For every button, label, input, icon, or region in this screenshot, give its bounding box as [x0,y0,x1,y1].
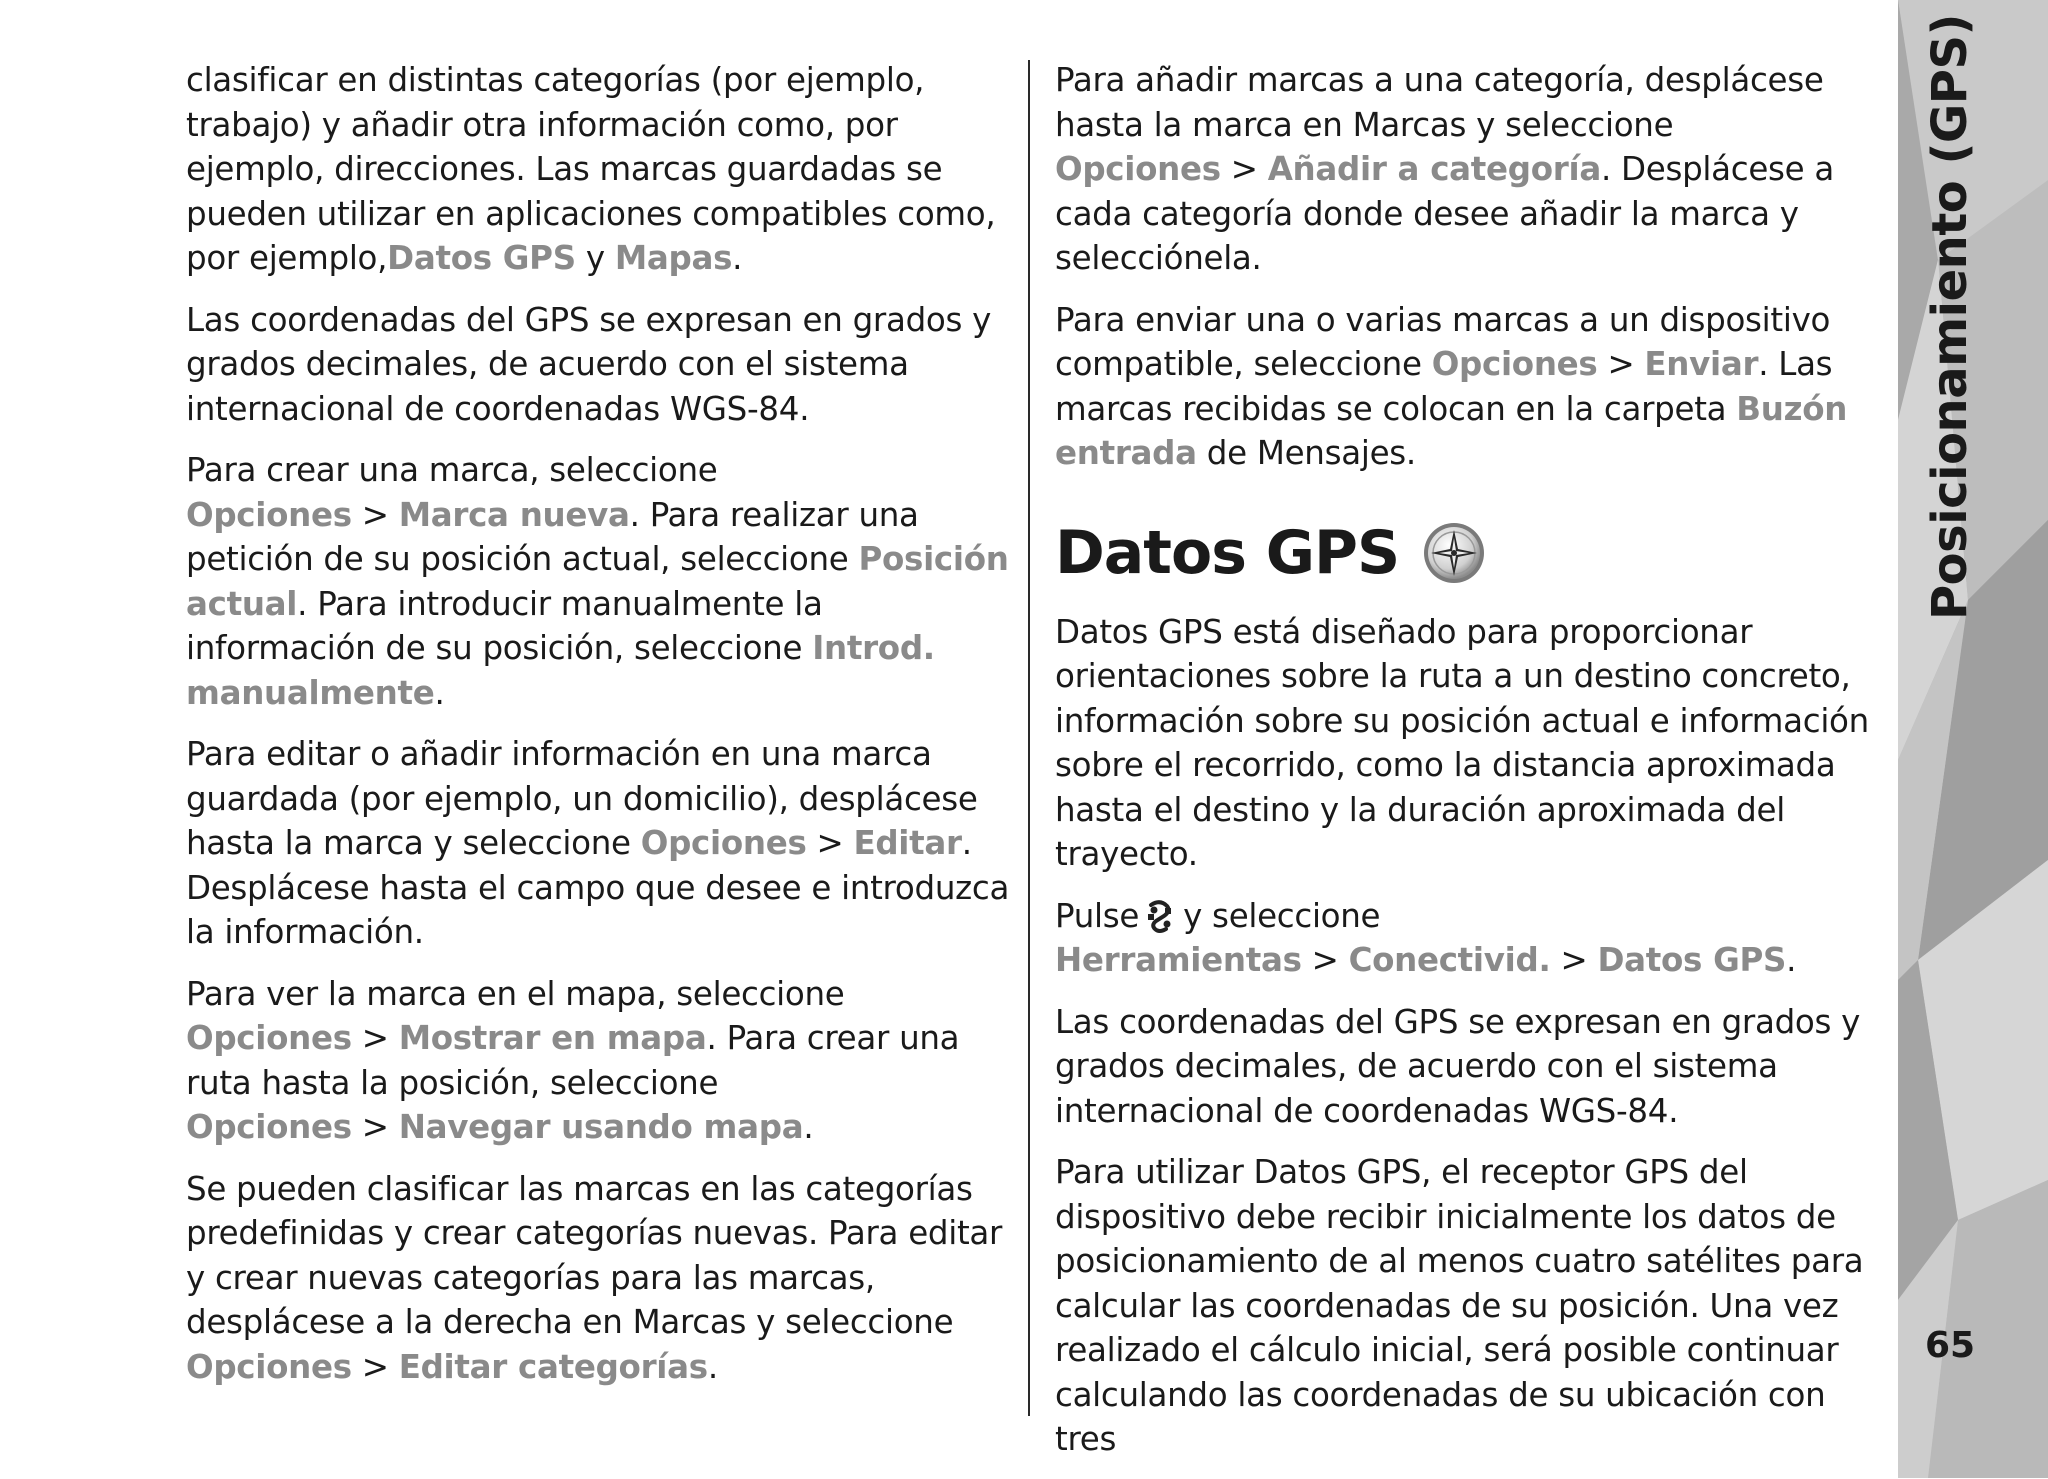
paragraph-gps-intro: Datos GPS está diseñado para proporcionar orientaciones sobre la ruta a un destino concreto, información sobre su posición actual e información sobre el recorrido, como la distancia aproximada hasta el destino y la duración aproximada del trayecto. [1055,612,1869,873]
separator-arrow: > [361,1019,389,1057]
paragraph-coordinates: Las coordenadas del GPS se expresan en grados y grados decimales, de acuerdo con el sistema internacional de coordenadas WGS-84. [186,300,992,428]
menu-conectivid: Conectivid. [1348,941,1551,979]
menu-key-icon [1145,899,1175,935]
menu-editar: Editar [853,824,962,862]
menu-anadir-a-categoria: Añadir a categoría [1267,150,1601,188]
separator-arrow: > [1311,941,1339,979]
section-heading [1055,516,1895,590]
paragraph-coordinates: Las coordenadas del GPS se expresan en grados y grados decimales, de acuerdo con el sistema internacional de coordenadas WGS-84. [1055,1002,1861,1130]
right-column [1055,58,1895,1479]
menu-opciones: Opciones [186,1108,352,1146]
left-column [186,58,1016,1406]
separator-arrow: > [816,824,844,862]
separator-arrow: > [1560,941,1588,979]
menu-opciones: Opciones [186,1019,352,1057]
menu-herramientas: Herramientas [1055,941,1302,979]
separator-arrow: > [361,1347,389,1386]
paragraph-send-landmarks: Para enviar una o varias marcas a un dispositivo compatible, seleccione Opciones > Enviar. Las marcas recibidas se colocan en la carpeta Buzón entrada de Mensajes. [1055,300,1848,472]
menu-enviar: Enviar [1644,345,1759,383]
menu-introd-manualmente: Introd. manualmente [186,629,935,712]
menu-navegar-usando-mapa: Navegar usando mapa [398,1108,804,1146]
separator-arrow: > [1230,150,1258,188]
column-divider [1028,60,1030,1416]
menu-buzon-entrada: Buzón entrada [1055,389,1848,472]
menu-opciones: Opciones [1431,345,1598,383]
chapter-title: Posicionamiento (GPS) [1922,14,1978,620]
menu-posicion-actual: Posición actual [186,540,1009,623]
paragraph-landmark-categories: clasificar en distintas categorías (por ejemplo, trabajo) y añadir otra información como, por ejemplo, direcciones. Las marcas guardadas se pueden utilizar en aplicaciones compatibles como, por ejemplo,Datos GPS y Mapas. [186,61,996,277]
compass-icon [1421,520,1487,586]
separator-arrow: > [361,495,389,534]
menu-opciones: Opciones [1055,150,1221,188]
separator-arrow: > [361,1108,389,1146]
paragraph-create-landmark: Para crear una marca, seleccione Opciones > Marca nueva. Para realizar una petición de su posición actual, seleccione Posición actual. Para introducir manualmente la información de su posición, seleccione Introd. manualmente. [186,451,1009,712]
menu-opciones: Opciones [186,1347,352,1386]
paragraph-edit-landmark: Para editar o añadir información en una marca guardada (por ejemplo, un domicilio), desplácese hasta la marca y seleccione Opciones > Editar. Desplácese hasta el campo que desee e introduzca la información. [186,735,1010,951]
menu-marca-nueva: Marca nueva [398,495,630,534]
section-title: Datos GPS [1055,517,1400,588]
paragraph-receiver: Para utilizar Datos GPS, el receptor GPS del dispositivo debe recibir inicialmente los datos de posicionamiento de al menos cuatro satélites para calcular las coordenadas de su posición. Una vez realizado el cálculo inicial, será posible continuar calculando las coordenadas de su ubicación con tres [1055,1153,1864,1458]
page-number: 65 [1925,1325,1976,1366]
paragraph-view-on-map: Para ver la marca en el mapa, seleccione Opciones > Mostrar en mapa. Para crear una ruta hasta la posición, seleccione Opciones > Navegar usando mapa. [186,974,960,1146]
paragraph-open-gps: Pulse y seleccione Herramientas > Conectivid. > Datos GPS. [1055,896,1797,979]
paragraph-categories: Se pueden clasificar las marcas en las categorías predefinidas y crear categorías nuevas. Para editar y crear nuevas categorías para las marcas, desplácese a la derecha en Marcas y seleccione Opciones > Editar categorías. [186,1169,1003,1386]
separator-arrow: > [1607,345,1635,383]
menu-datos-gps: Datos GPS [1597,941,1787,979]
paragraph-add-to-category: Para añadir marcas a una categoría, desplácese hasta la marca en Marcas y seleccione Opciones > Añadir a categoría. Desplácese a cada categoría donde desee añadir la marca y selecciónela. [1055,61,1834,277]
link-datos-gps[interactable]: Datos GPS [387,239,576,277]
menu-opciones: Opciones [640,824,807,862]
menu-opciones: Opciones [186,495,352,534]
menu-editar-categorias: Editar categorías [398,1347,708,1386]
menu-mostrar-en-mapa: Mostrar en mapa [398,1019,707,1057]
link-mapas[interactable]: Mapas [614,239,733,277]
